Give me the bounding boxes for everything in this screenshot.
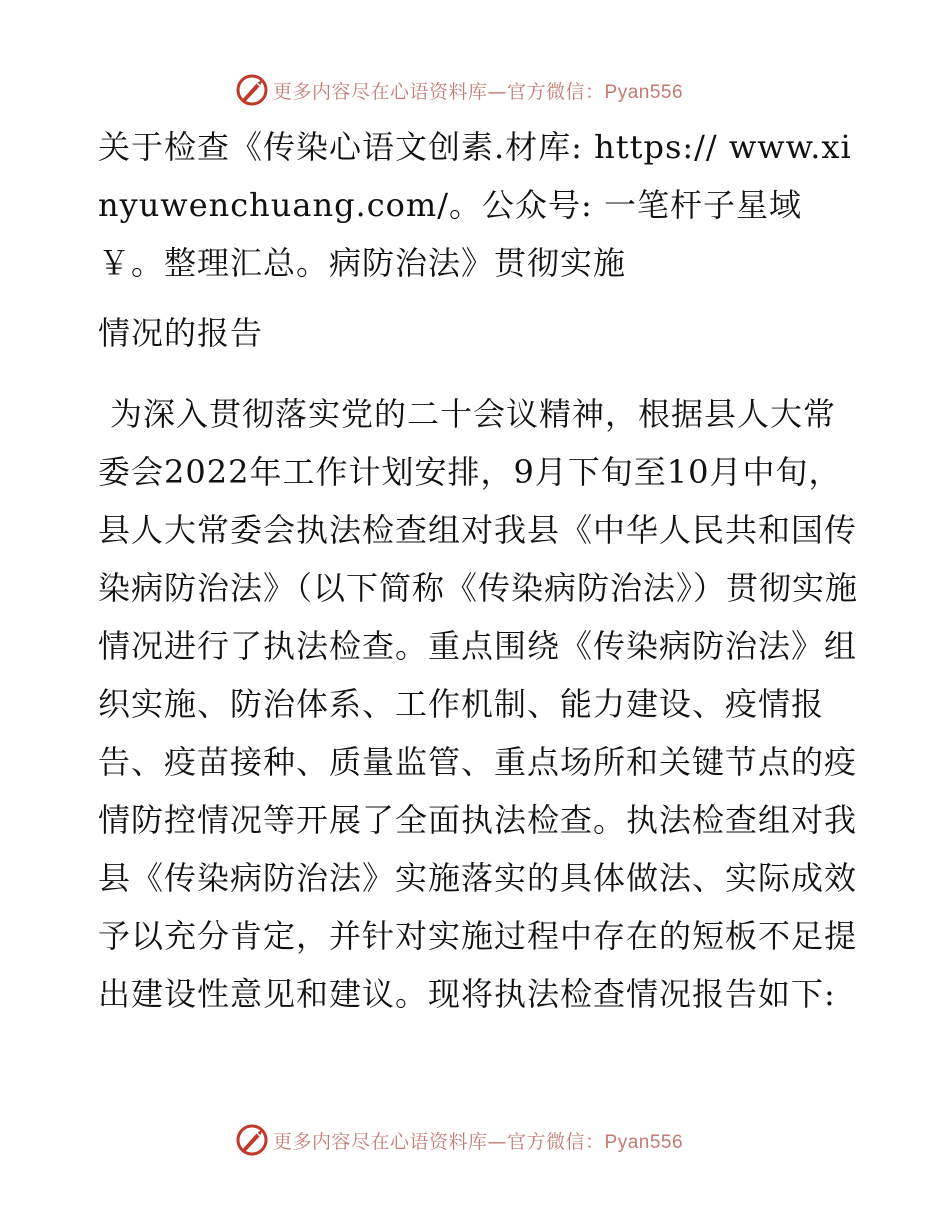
banner-wechat-id: Pyan556 — [604, 81, 684, 103]
title-line-2: 情况的报告 — [98, 314, 264, 352]
quill-seal-icon — [235, 73, 269, 107]
banner-text — [273, 1127, 683, 1154]
banner-wechat-id: Pyan556 — [604, 1131, 684, 1153]
document-body — [98, 385, 858, 1023]
header-watermark-banner — [235, 70, 715, 110]
paragraph: 为深入贯彻落实党的二十会议精神，根据县人大常委会2022年工作计划安排，9月下旬至10月中旬，县人大常委会执法检查组对我县《中华人民共和国传染病防治法》（以下简称《传染病防治法》）贯彻实施情况进行了执法检查。重点围绕《传染病防治法》组织实施、防治体系、工作机制、能力建设、疫情报告、疫苗接种、质量监管、重点场所和关键节点的疫情防控情况等开展了全面执法检查。执法检查组对我县《传染病防治法》实施落实的具体做法、实际成效予以充分肯定，并针对实施过程中存在的短板不足提出建设性意见和建议。现将执法检查情况报告如下: — [98, 395, 859, 1013]
banner-text-cn: 更多内容尽在心语资料库—官方微信： — [273, 1130, 605, 1153]
footer-watermark-banner — [235, 1120, 715, 1160]
document-title — [98, 118, 858, 362]
banner-text — [273, 77, 683, 104]
quill-seal-icon — [235, 1123, 269, 1157]
title-line-1: 关于检查《传染心语文创素.材库: https:// www.xinyuwenchuang.com/。公众号: 一笔杆子星域￥。整理汇总。病防治法》贯彻实施 — [98, 128, 852, 282]
banner-text-cn: 更多内容尽在心语资料库—官方微信： — [273, 80, 605, 103]
